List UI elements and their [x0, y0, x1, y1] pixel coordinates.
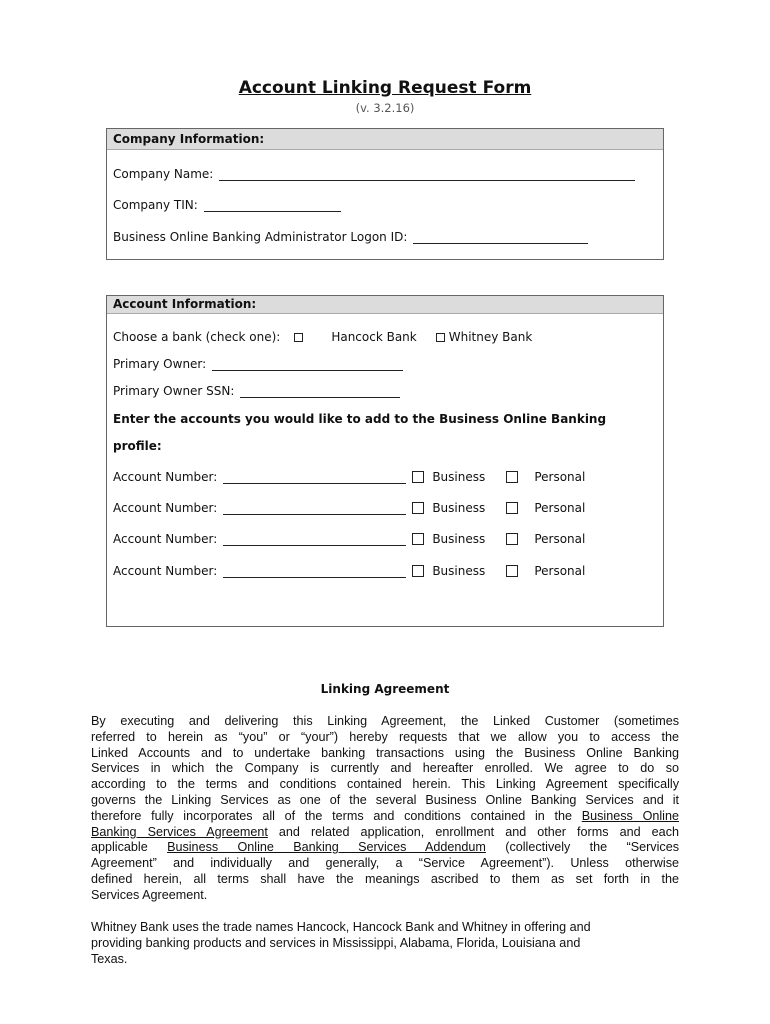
business-label: Business [432, 532, 486, 546]
primary-owner-label: Primary Owner: [113, 357, 207, 371]
account-information-section [106, 295, 664, 627]
business-label: Business [432, 564, 486, 578]
personal-checkbox[interactable] [506, 565, 518, 577]
text-segment: Linked Accounts and to undertake banking transactions using the Business Online Banking [91, 745, 679, 760]
text-segment: Texas. [91, 951, 128, 966]
text-segment: therefore fully incorporates all of the terms and conditions contained in the [91, 808, 582, 823]
paragraph-line [91, 952, 679, 968]
account-number-row [113, 564, 585, 578]
agreement-link[interactable]: Business Online [581, 808, 679, 823]
personal-label: Personal [534, 532, 586, 546]
paragraph-line [91, 872, 679, 888]
account-number-field[interactable] [223, 502, 406, 515]
primary-owner-ssn-field[interactable] [240, 385, 400, 398]
paragraph-line [91, 793, 679, 809]
personal-label: Personal [534, 501, 586, 515]
logon-id-label: Business Online Banking Administrator Logon ID: [113, 230, 408, 244]
whitney-bank-label: Whitney Bank [448, 330, 533, 344]
paragraph-line [91, 761, 679, 777]
business-checkbox[interactable] [412, 502, 424, 514]
accounts-instruction-line: Enter the accounts you would like to add to the Business Online Banking [113, 412, 607, 426]
company-tin-field[interactable] [204, 199, 341, 212]
text-segment: referred to herein as “you” or “your”) hereby requests that we allow you to access the [91, 729, 679, 744]
account-number-field[interactable] [223, 565, 406, 578]
account-number-label: Account Number: [113, 532, 218, 546]
section-header: Account Information: [107, 296, 663, 314]
linking-agreement-title: Linking Agreement [320, 682, 450, 696]
hancock-bank-label: Hancock Bank [331, 330, 417, 344]
form-version: (v. 3.2.16) [355, 101, 415, 115]
form-title: Account Linking Request Form [238, 78, 532, 98]
bank-choice-label: Choose a bank (check one): [113, 330, 281, 344]
section-header: Company Information: [107, 129, 663, 150]
accounts-instruction-line: profile: [113, 439, 162, 453]
personal-checkbox[interactable] [506, 502, 518, 514]
agreement-link[interactable]: Banking Services Agreement [91, 824, 268, 839]
business-checkbox[interactable] [412, 565, 424, 577]
text-segment: applicable [91, 840, 168, 855]
paragraph-line [91, 746, 679, 762]
paragraph-line [91, 856, 679, 872]
text-segment: Services Agreement. [91, 887, 208, 902]
account-number-row [113, 501, 585, 515]
account-number-label: Account Number: [113, 564, 218, 578]
paragraph-line [91, 777, 679, 793]
company-name-field[interactable] [219, 168, 635, 181]
paragraph-line [91, 888, 679, 904]
hancock-bank-checkbox[interactable] [294, 333, 303, 342]
paragraph-line [91, 714, 679, 730]
personal-label: Personal [534, 564, 586, 578]
text-segment: according to the terms and conditions contained herein. This Linking Agreement specifically [91, 777, 679, 792]
business-checkbox[interactable] [412, 471, 424, 483]
personal-checkbox[interactable] [506, 533, 518, 545]
business-label: Business [432, 470, 486, 484]
text-segment: Whitney Bank uses the trade names Hancock, Hancock Bank and Whitney in offering and [91, 920, 591, 934]
company-tin-label: Company TIN: [113, 198, 198, 212]
account-number-label: Account Number: [113, 501, 218, 515]
text-segment: (collectively the “Services [485, 840, 679, 855]
text-segment: governs the Linking Services as one of the several Business Online Banking Services and it [91, 792, 679, 807]
paragraph-line [91, 840, 679, 856]
text-segment: Agreement” and individually and generally, a “Service Agreement”). Unless otherwise [91, 856, 679, 871]
text-segment: Services in which the Company is currently and hereafter enrolled. We agree to do so [91, 761, 679, 776]
company-name-label: Company Name: [113, 167, 214, 181]
text-segment: providing banking products and services in Mississippi, Alabama, Florida, Louisiana and [91, 935, 581, 950]
trade-names-paragraph [91, 920, 679, 967]
agreement-link[interactable]: Business Online Banking Services Addendum [167, 840, 486, 855]
company-information-section [106, 128, 664, 260]
whitney-bank-checkbox[interactable] [436, 333, 445, 342]
business-label: Business [432, 501, 486, 515]
primary-owner-field[interactable] [212, 358, 403, 371]
paragraph-line [91, 936, 679, 952]
personal-checkbox[interactable] [506, 471, 518, 483]
linking-agreement-paragraph [91, 714, 679, 904]
text-segment: defined herein, all terms shall have the meanings ascribed to them as set forth in the [91, 871, 679, 886]
account-number-field[interactable] [223, 471, 406, 484]
account-number-label: Account Number: [113, 470, 218, 484]
paragraph-line [91, 920, 679, 936]
logon-id-field[interactable] [413, 231, 588, 244]
personal-label: Personal [534, 470, 586, 484]
paragraph-line [91, 730, 679, 746]
account-number-row [113, 470, 585, 484]
paragraph-line [91, 825, 679, 841]
primary-owner-ssn-label: Primary Owner SSN: [113, 384, 235, 398]
text-segment: and related application, enrollment and other forms and each [267, 824, 679, 839]
text-segment: By executing and delivering this Linking Agreement, the Linked Customer (sometimes [91, 714, 679, 728]
paragraph-line [91, 809, 679, 825]
account-number-row [113, 532, 585, 546]
account-number-field[interactable] [223, 533, 406, 546]
business-checkbox[interactable] [412, 533, 424, 545]
